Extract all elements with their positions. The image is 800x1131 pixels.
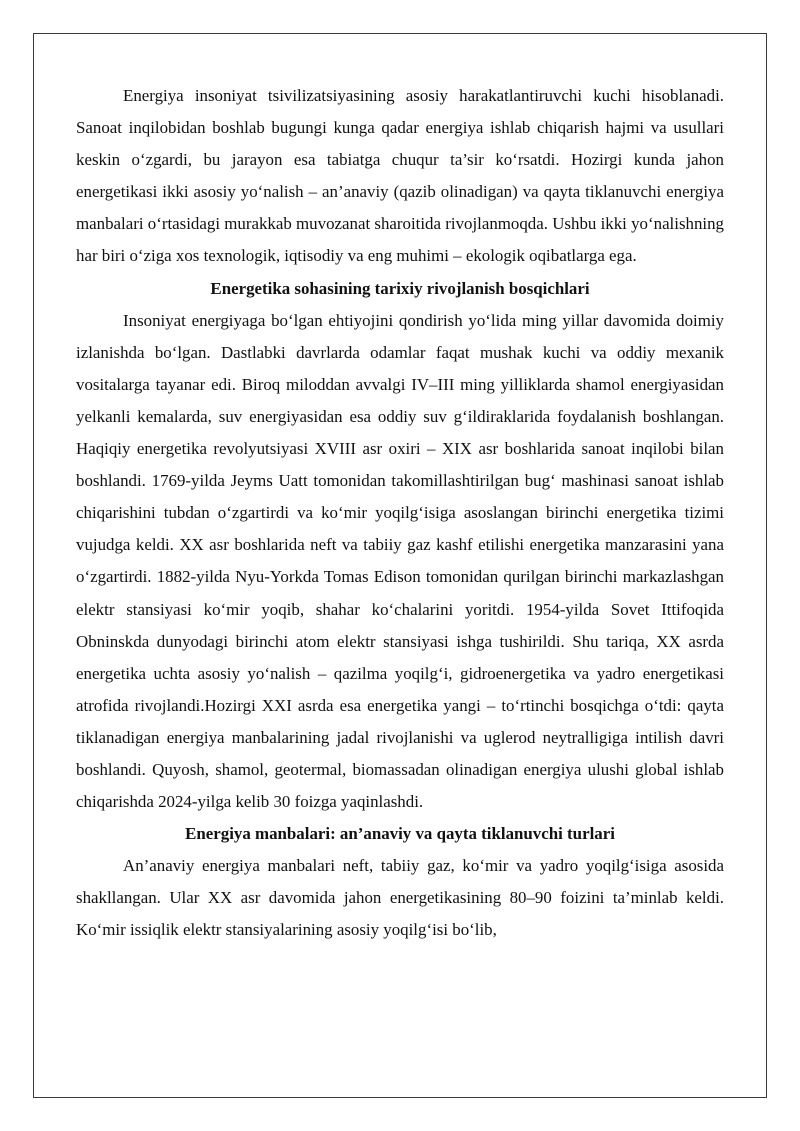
sources-paragraph: An’anaviy energiya manbalari neft, tabiiy gaz, ko‘mir va yadro yoqilg‘isiga asosida shakllangan. Ular XX asr davomida jahon energetikasining 80–90 foizini ta’minlab keldi. Ko‘mir issiqlik elektr stansiyalarining asosiy yoqilg‘isi bo‘lib, <box>76 856 724 940</box>
history-paragraph: Insoniyat energiyaga bo‘lgan ehtiyojini qondirish yo‘lida ming yillar davomida doimiy izlanishda bo‘lgan. Dastlabki davrlarda odamlar faqat mushak kuchi va oddiy mexanik vositalarga tayanar edi. Biroq miloddan avvalgi IV–III ming yilliklarda shamol energiyasidan yelkanli kemalarda, suv energiyasidan esa oddiy suv g‘ildiraklarida foydalanish boshlangan. Haqiqiy energetika revolyutsiyasi XVIII asr oxiri – XIX asr boshlarida sanoat inqilobi bilan boshlandi. 1769-yilda Jeyms Uatt tomonidan takomillashtirilgan bug‘ mashinasi sanoat ishlab chiqarishini tubdan o‘zgartirdi va ko‘mir yoqilg‘isiga asoslangan birinchi energetika tizimi vujudga keldi. XX asr boshlarida neft va tabiiy gaz kashf etilishi energetika manzarasini yana o‘zgartirdi. 1882-yilda Nyu-Yorkda Tomas Edison tomonidan qurilgan birinchi markazlashgan elektr stansiyasi ko‘mir yoqib, shahar ko‘chalarini yoritdi. 1954-yilda Sovet Ittifoqida Obninskda dunyodagi birinchi atom elektr stansiyasi ishga tushirildi. Shu tariqa, XX asrda energetika uchta asosiy yo‘nalish – qazilma yoqilg‘i, gidroenergetika va yadro energetikasi atrofida rivojlandi.Hozirgi XXI asrda esa energetika yangi – to‘rtinchi bosqichga o‘tdi: qayta tiklanadigan energiya manbalarining jadal rivojlanishi va uglerod neytralligiga intilish davri boshlandi. Quyosh, shamol, geotermal, biomassadan olinadigan energiya ulushi global ishlab chiqarishda 2024-yilga kelib 30 foizga yaqinlashdi. <box>76 310 724 812</box>
intro-paragraph: Energiya insoniyat tsivilizatsiyasining asosiy harakatlantiruvchi kuchi hisoblanadi. Sanoat inqilobidan boshlab bugungi kunga qadar energiya ishlab chiqarish hajmi va usullari keskin o‘zgardi, bu jarayon esa tabiatga chuqur ta’sir ko‘rsatdi. Hozirgi kunda jahon energetikasi ikki asosiy yo‘nalish – an’anaviy (qazib olinadigan) va qayta tiklanuvchi energiya manbalari o‘rtasidagi murakkab muvozanat sharoitida rivojlanmoqda. Ushbu ikki yo‘nalishning har biri o‘ziga xos texnologik, iqtisodiy va eng muhimi – ekologik oqibatlarga ega. <box>76 86 724 266</box>
section-heading-sources: Energiya manbalari: an’anaviy va qayta tiklanuvchi turlari <box>185 824 615 844</box>
section-heading-history: Energetika sohasining tarixiy rivojlanish bosqichlari <box>210 278 590 298</box>
document-body <box>76 80 724 947</box>
